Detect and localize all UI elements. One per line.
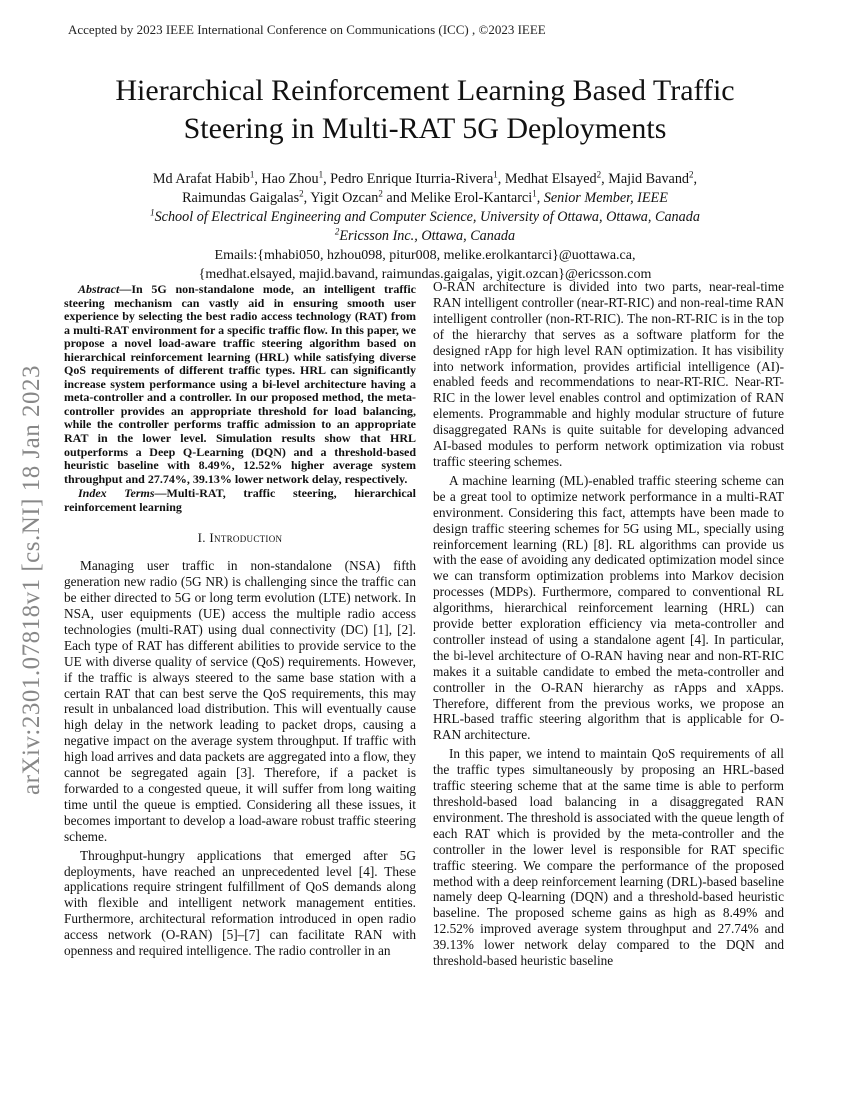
title-line-1: Hierarchical Reinforcement Learning Based Traffic [115,74,735,107]
index-terms [64,487,416,514]
affiliation-2 [60,227,790,246]
affiliation-marker: 2 [378,188,383,199]
section-title: Introduction [209,530,283,546]
title-line-2: Steering in Multi-RAT 5G Deployments [183,112,667,145]
body-paragraph: O-RAN architecture is divided into two parts, near-real-time RAN intelligent controller (near-RT-RIC) and non-real-time RAN intelligent controller (non-RT-RIC). The non-RT-RIC is in the top of the hierarchy that serves as a software platform for the designed rApp for high level RAN optimization. It has visibility into network information, provides artificial intelligence (AI)-enabled feeds and recommendations to near-RT-RIC. Near-RT-RIC in the lower level enables control and optimization of RAN elements. Programmable and highly modular structure of future disaggregated RANs is quite suitable for developing advanced AI-based modules to perform network optimization via robust traffic steering schemes. [433,279,784,469]
paper-title [50,72,800,148]
body-paragraph: Throughput-hungry applications that emerged after 5G deployments, have reached an unprecedented level [4]. These applications require stringent fulfillment of QoS demands along with flexible and intelligent network management entities. Furthermore, architectural reformation introduced in open radio access network (O-RAN) [5]–[7] can facilitate RAN with openness and required intelligence. The radio controller in an [64,847,416,959]
author-line-2: Raimundas Gaigalas$^2$, Yigit Ozcan$^2$ and Melike Erol-Kantarci$^1$, Senior Member, IEEE [182,188,668,206]
emails-line-1: Emails:{mhabi050, hzhou098, pitur008, melike.erolkantarci}@uottawa.ca, [214,248,636,263]
body-paragraph: A machine learning (ML)-enabled traffic steering scheme can be a great tool to optimize network performance in a multi-RAT environment. Considering this fact, attempts have been made to design traffic steering schemes for 5G using ML, specially using reinforcement learning (RL) [8]. RL algorithms can provide us with the ease of avoiding any dedicated optimization model since we can transform optimization problems into Markov decision processes (MDPs). Furthermore, compared to conventional RL algorithms, hierarchical reinforcement learning (HRL) can provide better exploration efficiency via meta-controller and controller instead of using a standalone agent [4]. In particular, the bi-level architecture of O-RAN having near and non-RT-RIC makes it a suitable candidate to embed the meta-controller and controller in the O-RAN hierarchy as rApps and xApps. Therefore, different from the previous works, we propose an HRL-based traffic steering algorithm that is applicable for O-RAN architecture. [433,472,784,743]
affiliation-marker: 1 [249,169,255,180]
member-grade: Senior Member, IEEE [543,190,668,206]
author-name: Md Arafat Habib [152,171,250,187]
affiliation-marker: 1 [150,207,155,218]
arxiv-identifier-text: arXiv:2301.07818v1 [cs.NI] 18 Jan 2023 [18,364,45,796]
affiliation-marker: 2 [596,169,602,180]
author-name: Medhat Elsayed [504,171,597,187]
author-block [60,170,790,284]
affiliation-text: School of Electrical Engineering and Computer Science, University of Ottawa, Ottawa, Canada [154,209,700,225]
affiliation-marker: 2 [689,169,694,180]
abstract [64,283,416,486]
author-name: Pedro Enrique Iturria-Rivera [330,171,494,187]
affiliation-1 [60,208,790,227]
author-name: Yigit Ozcan [310,190,379,206]
section-number: I. [197,530,210,546]
abstract-label: Abstract [78,282,120,296]
conference-acceptance-note: Accepted by 2023 IEEE International Conference on Communications (ICC) , ©2023 IEEE [68,22,546,37]
author-name: Hao Zhou [261,171,319,187]
arxiv-identifier-stamp [2,300,62,860]
right-column [433,279,784,969]
affiliation-marker: 2 [334,226,340,237]
author-line-1: Md Arafat Habib$^1$, Hao Zhou$^1$, Pedro Enrique Iturria-Rivera$^1$, Medhat Elsayed$^2$, Majid Bavand$^2$, [152,169,698,187]
author-name: Majid Bavand [608,171,690,187]
author-name: Raimundas Gaigalas [182,190,300,206]
body-paragraph: In this paper, we intend to maintain QoS requirements of all the traffic types simultaneously by proposing an HRL-based traffic steering scheme that at the same time is able to perform threshold-based load balancing in a disaggregated RAN environment. The threshold is associated with the queue length of each RAT which is provided by the meta-controller and the controller in the lower level is responsible for RAT specific traffic steering. We compare the performance of the proposed method with a deep reinforcement learning (DRL)-based baseline namely deep Q-learning (DQN) and a threshold-based heuristic baseline. The proposed scheme gains as high as 8.49% and 12.52% improved average system throughput and 27.74% and 39.13% lower network delay compared to the DQN and threshold-based heuristic baseline [433,746,784,969]
body-paragraph: Managing user traffic in non-standalone (NSA) fifth generation new radio (5G NR) is challenging since the traffic can be either directed to 5G or long term evolution (LTE) network. In NSA, user equipments (UE) access the multiple radio access technologies (multi-RAT) using dual connectivity (DC) [1], [2]. Each type of RAT has different abilities to provide service to the UE with diverse quality of service (QoS) requirements. However, if the traffic is always steered to the same base station with a certain RAT that can best serve the QoS requirements, this may result in unbalanced load distribution. This will eventually cause high delay in the network leading to packet drops, causing a negative impact on the average system throughput. If traffic with high load arrives and data packets are aggregated into a flow, they cannot be segregated again [3]. Therefore, if a packet is forwarded to a congested queue, it will suffer from long waiting time until the queue is emptied. Considering all these issues, it becomes important to develop a load-aware robust traffic steering scheme. [64,558,416,844]
left-column [64,283,416,959]
affiliation-marker: 1 [318,169,324,180]
index-terms-text: —Multi-RAT, traffic steering, hierarchical reinforcement learning [64,486,416,514]
affiliation-marker: 2 [299,188,304,199]
abstract-text: —In 5G non-standalone mode, an intelligent traffic steering mechanism can vastly aid in ensuring smooth user experience by selecting the best radio access technology (RAT) from a multi-RAT environment for a specific traffic flow. In this paper, we propose a novel load-aware traffic steering algorithm based on hierarchical reinforcement learning (HRL) while satisfying diverse QoS requirements of different traffic types. HRL can significantly increase system performance using a bi-level architecture having a meta-controller and a controller. In our proposed method, the meta-controller provides an appropriate threshold for load balancing, while the controller performs traffic admission to an appropriate RAT in the lower level. Simulation results show that HRL outperforms a Deep Q-Learning (DQN) and a threshold-based heuristic baseline with 8.49%, 12.52% higher average system throughput and 27.74%, 39.13% lower network delay, respectively. [64,282,416,486]
affiliation-text: Ericsson Inc., Ottawa, Canada [339,228,516,244]
section-heading-introduction [64,530,416,546]
author-name: and Melike Erol-Kantarci [386,190,533,206]
affiliation-marker: 1 [532,188,537,199]
emails-line-2: {medhat.elsayed, majid.bavand, raimundas.gaigalas, yigit.ozcan}@ericsson.com [198,267,652,282]
affiliation-marker: 1 [493,169,498,180]
index-terms-label: Index Terms [78,486,155,501]
